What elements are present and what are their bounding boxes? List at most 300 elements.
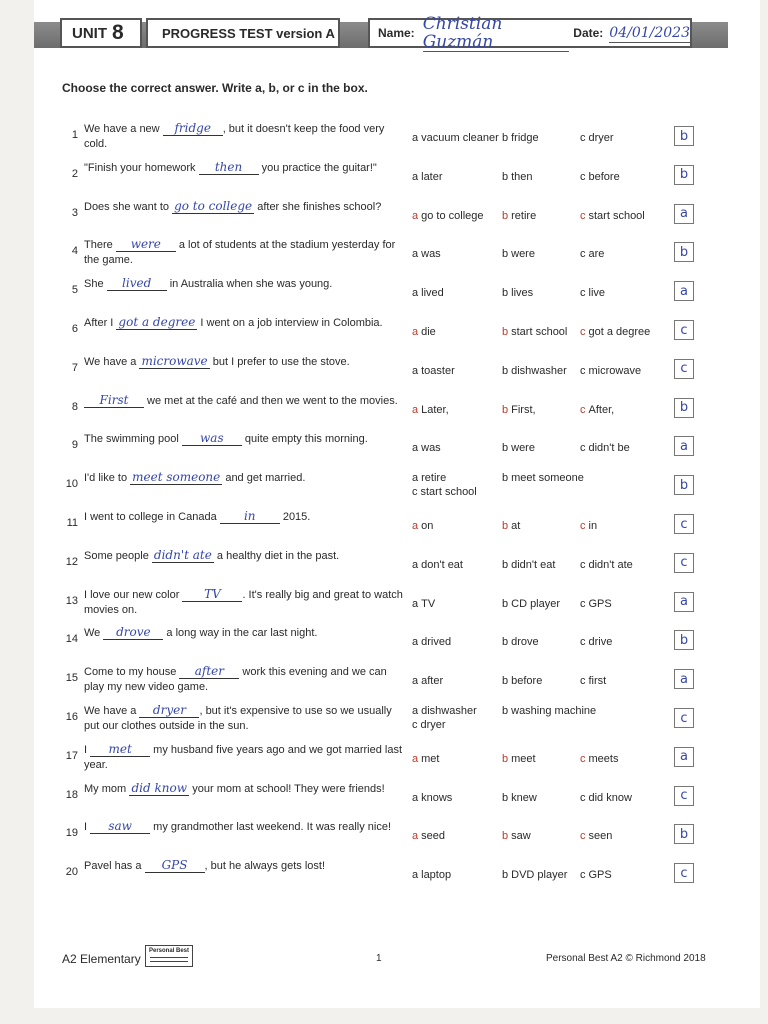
option-a bbox=[412, 704, 477, 718]
answer-blank[interactable]: First bbox=[84, 394, 144, 408]
answer-box[interactable]: c bbox=[674, 708, 694, 728]
option-letter: b bbox=[502, 675, 509, 688]
question-stem bbox=[84, 122, 409, 152]
option-text: Later, bbox=[421, 403, 449, 416]
question-row bbox=[62, 236, 702, 272]
stem-before: She bbox=[84, 278, 107, 291]
answer-box[interactable]: c bbox=[674, 863, 694, 883]
question-stem bbox=[84, 471, 409, 486]
option-letter: c bbox=[580, 287, 586, 300]
option-b bbox=[502, 286, 533, 300]
stem-after: my grandmother last weekend. It was really nice! bbox=[150, 821, 392, 834]
option-letter: c bbox=[580, 364, 586, 377]
stem-after: but I prefer to use the stove. bbox=[209, 355, 350, 368]
question-stem bbox=[84, 238, 409, 268]
option-b bbox=[502, 325, 567, 339]
date-field[interactable]: 04/01/2023 bbox=[609, 24, 690, 41]
answer-blank[interactable]: dryer bbox=[139, 704, 199, 718]
option-text: laptop bbox=[421, 869, 452, 882]
answer-box[interactable]: b bbox=[674, 242, 694, 262]
answer-box[interactable]: a bbox=[674, 669, 694, 689]
question-row bbox=[62, 430, 702, 466]
answer-blank[interactable]: meet someone bbox=[132, 470, 221, 485]
question-number: 4 bbox=[71, 245, 78, 258]
option-letter: a bbox=[412, 705, 419, 717]
question-number: 17 bbox=[65, 749, 78, 762]
question-row bbox=[62, 624, 702, 660]
question-stem bbox=[84, 549, 409, 564]
option-letter: c bbox=[580, 752, 586, 765]
stem-after: , but it doesn't keep the food very cold. bbox=[84, 123, 385, 150]
stem-before: Does she want to bbox=[84, 200, 173, 213]
stem-before: I bbox=[84, 743, 91, 756]
option-letter: b bbox=[502, 403, 509, 416]
option-text: saw bbox=[511, 830, 531, 843]
question-row bbox=[62, 818, 702, 854]
stem-after: , but it's expensive to use so we usually put our clothes outside in the sun. bbox=[84, 705, 392, 732]
stem-before: The swimming pool bbox=[84, 433, 182, 446]
option-text: met bbox=[421, 752, 440, 765]
option-a bbox=[412, 364, 455, 378]
stem-after: and get married. bbox=[222, 472, 306, 485]
option-letter: c bbox=[412, 719, 418, 731]
question-stem bbox=[84, 704, 409, 734]
answer-blank[interactable]: GPS bbox=[145, 859, 205, 873]
question-row bbox=[62, 586, 702, 622]
option-b bbox=[502, 752, 536, 766]
answer-box[interactable]: c bbox=[674, 359, 694, 379]
stem-after: work this evening and we can play my new video game. bbox=[84, 666, 387, 694]
option-text: start school bbox=[420, 486, 477, 499]
question-row bbox=[62, 198, 702, 234]
option-text: First, bbox=[511, 403, 536, 416]
option-text: didn't be bbox=[588, 442, 630, 455]
stem-before: I bbox=[84, 821, 91, 834]
name-field[interactable]: Christian Guzmán bbox=[423, 15, 570, 52]
question-stem bbox=[84, 355, 409, 370]
option-text: fridge bbox=[511, 132, 539, 144]
option-b bbox=[502, 170, 533, 184]
option-letter: a bbox=[412, 675, 419, 688]
question-stem bbox=[84, 782, 409, 797]
date-label: Date: bbox=[573, 26, 604, 40]
question-stem bbox=[84, 432, 409, 447]
answer-box[interactable]: c bbox=[674, 786, 694, 806]
question-row bbox=[62, 469, 702, 505]
question-row bbox=[62, 120, 702, 156]
option-a bbox=[412, 286, 444, 300]
stem-before: "Finish your homework bbox=[84, 161, 199, 174]
answer-blank[interactable]: go to college bbox=[174, 198, 253, 213]
question-number: 19 bbox=[65, 827, 78, 840]
answer-box[interactable]: a bbox=[674, 592, 694, 612]
option-c bbox=[580, 868, 612, 882]
answer-box[interactable]: b bbox=[674, 475, 694, 495]
option-letter: c bbox=[580, 326, 586, 338]
question-stem bbox=[84, 200, 409, 215]
option-letter: b bbox=[502, 520, 509, 532]
option-c bbox=[580, 286, 605, 300]
question-row bbox=[62, 547, 702, 583]
option-text: first bbox=[588, 675, 607, 688]
option-letter: b bbox=[502, 636, 509, 649]
option-text: at bbox=[511, 520, 521, 532]
answer-box[interactable]: c bbox=[674, 514, 694, 534]
option-letter: a bbox=[412, 472, 419, 485]
option-text: dishwasher bbox=[511, 364, 567, 377]
option-letter: c bbox=[580, 248, 586, 261]
question-row bbox=[62, 508, 702, 544]
answer-box[interactable]: a bbox=[674, 436, 694, 456]
option-text: before bbox=[588, 170, 620, 183]
option-c bbox=[580, 752, 618, 766]
option-b bbox=[502, 829, 531, 843]
stem-after: . It's really big and great to watch movies on. bbox=[84, 588, 403, 616]
question-number: 12 bbox=[65, 555, 78, 568]
question-stem bbox=[84, 316, 409, 331]
question-number: 7 bbox=[71, 361, 78, 374]
option-text: before bbox=[511, 675, 543, 688]
answer-blank[interactable]: were bbox=[116, 238, 176, 252]
stem-after: my husband five years ago and we got married last year. bbox=[84, 743, 403, 771]
option-letter: b bbox=[502, 597, 509, 610]
option-text: did know bbox=[588, 791, 632, 804]
option-b bbox=[502, 247, 535, 261]
option-text: was bbox=[421, 248, 441, 261]
answer-box[interactable]: a bbox=[674, 204, 694, 224]
option-text: didn't eat bbox=[511, 558, 556, 571]
option-letter: a bbox=[412, 209, 419, 222]
option-letter: b bbox=[502, 472, 509, 485]
option-letter: a bbox=[412, 170, 419, 183]
option-text: GPS bbox=[588, 869, 612, 882]
stem-before: I went to college in Canada bbox=[84, 511, 220, 523]
answer-blank[interactable]: was bbox=[182, 432, 242, 446]
option-text: washing machine bbox=[511, 705, 597, 717]
stem-after: , but he always gets lost! bbox=[204, 860, 325, 873]
option-c bbox=[580, 441, 630, 455]
question-number: 14 bbox=[65, 633, 78, 646]
option-text: retire bbox=[511, 209, 537, 222]
option-letter: b bbox=[502, 442, 509, 455]
option-letter: c bbox=[580, 170, 586, 183]
question-number: 20 bbox=[65, 866, 78, 879]
option-text: dryer bbox=[420, 719, 446, 731]
answer-blank[interactable]: lived bbox=[107, 277, 167, 291]
answer-blank[interactable]: in bbox=[220, 510, 280, 524]
option-text: drive bbox=[588, 636, 613, 649]
option-c bbox=[580, 325, 650, 339]
option-letter: c bbox=[580, 869, 586, 882]
answer-blank[interactable]: fridge bbox=[163, 122, 223, 136]
stem-before: We have a new bbox=[84, 123, 163, 135]
unit-label: UNIT bbox=[72, 24, 107, 42]
option-letter: a bbox=[412, 364, 419, 377]
copyright: Personal Best A2 © Richmond 2018 bbox=[546, 953, 706, 964]
option-c bbox=[580, 403, 614, 417]
option-b bbox=[502, 791, 537, 805]
option-text: toaster bbox=[421, 364, 455, 377]
option-text: die bbox=[421, 326, 436, 338]
unit-box bbox=[60, 18, 142, 48]
answer-box[interactable]: c bbox=[674, 320, 694, 340]
option-text: on bbox=[421, 520, 434, 532]
option-b bbox=[502, 558, 555, 572]
option-letter: b bbox=[502, 558, 509, 571]
option-c bbox=[580, 131, 614, 145]
option-text: after bbox=[421, 675, 444, 688]
option-letter: b bbox=[502, 132, 509, 144]
answer-blank[interactable]: did know bbox=[129, 782, 189, 796]
option-letter: b bbox=[502, 869, 509, 882]
option-letter: b bbox=[502, 791, 509, 804]
option-c bbox=[580, 247, 604, 261]
stem-after: you practice the guitar!" bbox=[258, 161, 377, 174]
option-a bbox=[412, 558, 463, 572]
option-text: are bbox=[588, 248, 605, 261]
option-text: lived bbox=[421, 287, 444, 300]
option-text: start school bbox=[511, 326, 568, 338]
option-text: meet someone bbox=[511, 472, 584, 485]
question-number: 3 bbox=[71, 206, 78, 219]
stem-before: We bbox=[84, 627, 104, 640]
option-letter: c bbox=[580, 209, 586, 222]
question-row bbox=[62, 392, 702, 428]
answer-blank[interactable]: TV bbox=[182, 588, 242, 602]
stem-before: Come to my house bbox=[84, 666, 180, 679]
option-letter: a bbox=[412, 636, 419, 649]
name-date-box bbox=[368, 13, 692, 52]
option-text: After, bbox=[588, 403, 615, 416]
stem-before: We have a bbox=[84, 705, 140, 717]
stem-before: I love our new color bbox=[84, 588, 183, 601]
option-text: GPS bbox=[588, 597, 612, 610]
option-letter: a bbox=[412, 403, 419, 416]
option-a bbox=[412, 170, 443, 184]
option-c bbox=[412, 485, 477, 499]
option-letter: b bbox=[502, 209, 509, 222]
answer-blank[interactable]: after bbox=[179, 665, 239, 679]
question-stem bbox=[84, 665, 409, 695]
question-row bbox=[62, 353, 702, 389]
question-number: 18 bbox=[65, 788, 78, 801]
option-letter: b bbox=[502, 830, 509, 843]
question-row bbox=[62, 159, 702, 195]
option-b bbox=[502, 131, 539, 145]
question-row bbox=[62, 780, 702, 816]
answer-box[interactable]: b bbox=[674, 165, 694, 185]
answer-box[interactable]: b bbox=[674, 824, 694, 844]
page-number: 1 bbox=[376, 953, 382, 964]
option-a bbox=[412, 247, 441, 261]
stem-after: 2015. bbox=[279, 511, 311, 523]
option-text: meet bbox=[511, 752, 536, 765]
option-a bbox=[412, 209, 484, 223]
question-number: 11 bbox=[66, 517, 78, 529]
option-c bbox=[580, 558, 633, 572]
option-c bbox=[580, 674, 606, 688]
option-letter: a bbox=[412, 558, 419, 571]
answer-box[interactable]: a bbox=[674, 747, 694, 767]
option-letter: b bbox=[502, 364, 509, 377]
option-text: seed bbox=[421, 830, 445, 843]
answer-blank[interactable]: met bbox=[90, 743, 150, 757]
answer-blank[interactable]: then bbox=[199, 161, 259, 175]
logo-text: Personal Best bbox=[148, 948, 190, 954]
option-a bbox=[412, 752, 439, 766]
option-text: got a degree bbox=[588, 326, 651, 338]
option-c bbox=[580, 364, 641, 378]
question-number: 5 bbox=[71, 284, 78, 297]
question-number: 16 bbox=[65, 711, 78, 723]
option-letter: a bbox=[412, 830, 419, 843]
option-letter: b bbox=[502, 705, 509, 717]
question-stem bbox=[84, 510, 409, 525]
stem-after: I went on a job interview in Colombia. bbox=[197, 317, 383, 329]
option-letter: c bbox=[580, 791, 586, 804]
answer-blank[interactable]: got a degree bbox=[118, 315, 196, 329]
option-b bbox=[502, 597, 560, 611]
option-text: CD player bbox=[511, 597, 561, 610]
option-letter: c bbox=[580, 597, 586, 610]
option-b bbox=[502, 471, 584, 485]
stem-after: a healthy diet in the past. bbox=[213, 549, 340, 562]
stem-after: your mom at school! They were friends! bbox=[189, 782, 385, 795]
option-b bbox=[502, 674, 542, 688]
option-text: go to college bbox=[421, 209, 484, 222]
option-text: didn't ate bbox=[588, 558, 633, 571]
option-text: vacuum cleaner bbox=[421, 132, 499, 144]
option-c bbox=[580, 635, 612, 649]
option-text: dryer bbox=[588, 132, 614, 144]
option-letter: a bbox=[412, 869, 419, 882]
question-stem bbox=[84, 161, 409, 176]
option-c bbox=[580, 209, 645, 223]
option-text: knew bbox=[511, 791, 537, 804]
answer-box[interactable]: a bbox=[674, 281, 694, 301]
option-letter: c bbox=[412, 486, 418, 499]
answer-blank[interactable]: drove bbox=[103, 626, 163, 640]
personal-best-logo bbox=[145, 945, 193, 967]
option-letter: b bbox=[502, 248, 509, 261]
answer-box[interactable]: b bbox=[674, 126, 694, 146]
answer-box[interactable]: b bbox=[674, 398, 694, 418]
option-c bbox=[580, 170, 620, 184]
option-text: dishwasher bbox=[421, 705, 477, 717]
option-text: seen bbox=[588, 830, 613, 843]
option-letter: b bbox=[502, 752, 509, 765]
option-a bbox=[412, 791, 452, 805]
question-stem bbox=[84, 859, 409, 874]
option-letter: b bbox=[502, 287, 509, 300]
option-letter: a bbox=[412, 248, 419, 261]
question-row bbox=[62, 702, 702, 738]
option-text: drove bbox=[511, 636, 539, 649]
option-text: retire bbox=[421, 472, 447, 485]
option-b bbox=[502, 635, 539, 649]
option-text: don't eat bbox=[421, 558, 463, 571]
option-letter: b bbox=[502, 170, 509, 183]
option-letter: a bbox=[412, 752, 419, 765]
option-text: later bbox=[421, 170, 443, 183]
option-letter: c bbox=[580, 675, 586, 688]
option-c bbox=[580, 519, 597, 533]
stem-before: I'd like to bbox=[84, 472, 131, 485]
option-letter: a bbox=[412, 520, 419, 532]
option-a bbox=[412, 674, 443, 688]
option-text: drived bbox=[421, 636, 452, 649]
answer-blank[interactable]: didn't ate bbox=[153, 547, 212, 562]
option-a bbox=[412, 829, 445, 843]
option-text: then bbox=[511, 170, 533, 183]
stem-before: Pavel has a bbox=[84, 860, 145, 873]
question-stem bbox=[84, 820, 409, 835]
question-row bbox=[62, 314, 702, 350]
option-text: start school bbox=[588, 209, 645, 222]
answer-blank[interactable]: microwave bbox=[141, 353, 208, 368]
answer-blank[interactable]: saw bbox=[90, 820, 150, 834]
option-a bbox=[412, 441, 441, 455]
option-letter: b bbox=[502, 326, 509, 338]
option-a bbox=[412, 131, 499, 145]
option-letter: c bbox=[580, 442, 586, 455]
option-a bbox=[412, 635, 451, 649]
option-a bbox=[412, 519, 433, 533]
option-a bbox=[412, 868, 451, 882]
question-number: 6 bbox=[71, 323, 78, 335]
question-number: 13 bbox=[65, 594, 78, 607]
stem-after: after she finishes school? bbox=[254, 200, 382, 213]
option-a bbox=[412, 325, 436, 339]
question-stem bbox=[84, 626, 409, 641]
question-stem bbox=[84, 277, 409, 292]
option-text: microwave bbox=[588, 364, 642, 377]
test-title: PROGRESS TEST version A bbox=[146, 18, 340, 48]
option-text: knows bbox=[421, 791, 453, 804]
logo-lines bbox=[150, 957, 188, 962]
option-text: was bbox=[421, 442, 441, 455]
option-a bbox=[412, 597, 435, 611]
option-letter: c bbox=[580, 636, 586, 649]
option-letter: a bbox=[412, 287, 419, 300]
unit-number: 8 bbox=[112, 21, 124, 44]
stem-before: My mom bbox=[84, 782, 130, 795]
question-stem bbox=[84, 394, 409, 409]
option-a bbox=[412, 471, 446, 485]
option-b bbox=[502, 868, 567, 882]
stem-before: Some people bbox=[84, 549, 152, 562]
option-letter: c bbox=[580, 558, 586, 571]
option-c bbox=[580, 829, 612, 843]
answer-box[interactable]: c bbox=[674, 553, 694, 573]
question-number: 1 bbox=[71, 129, 78, 141]
answer-box[interactable]: b bbox=[674, 630, 694, 650]
option-b bbox=[502, 209, 536, 223]
option-letter: a bbox=[412, 132, 419, 144]
stem-after: we met at the café and then we went to the movies. bbox=[144, 394, 398, 407]
option-letter: c bbox=[580, 830, 586, 843]
instructions: Choose the correct answer. Write a, b, or c in the box. bbox=[62, 81, 368, 95]
question-row bbox=[62, 275, 702, 311]
option-b bbox=[502, 519, 520, 533]
question-stem bbox=[84, 743, 409, 773]
question-stem bbox=[84, 588, 409, 618]
stem-after: in Australia when she was young. bbox=[166, 278, 333, 291]
question-row bbox=[62, 857, 702, 893]
stem-before: There bbox=[84, 239, 116, 252]
option-text: in bbox=[588, 520, 598, 532]
option-letter: c bbox=[580, 520, 586, 532]
